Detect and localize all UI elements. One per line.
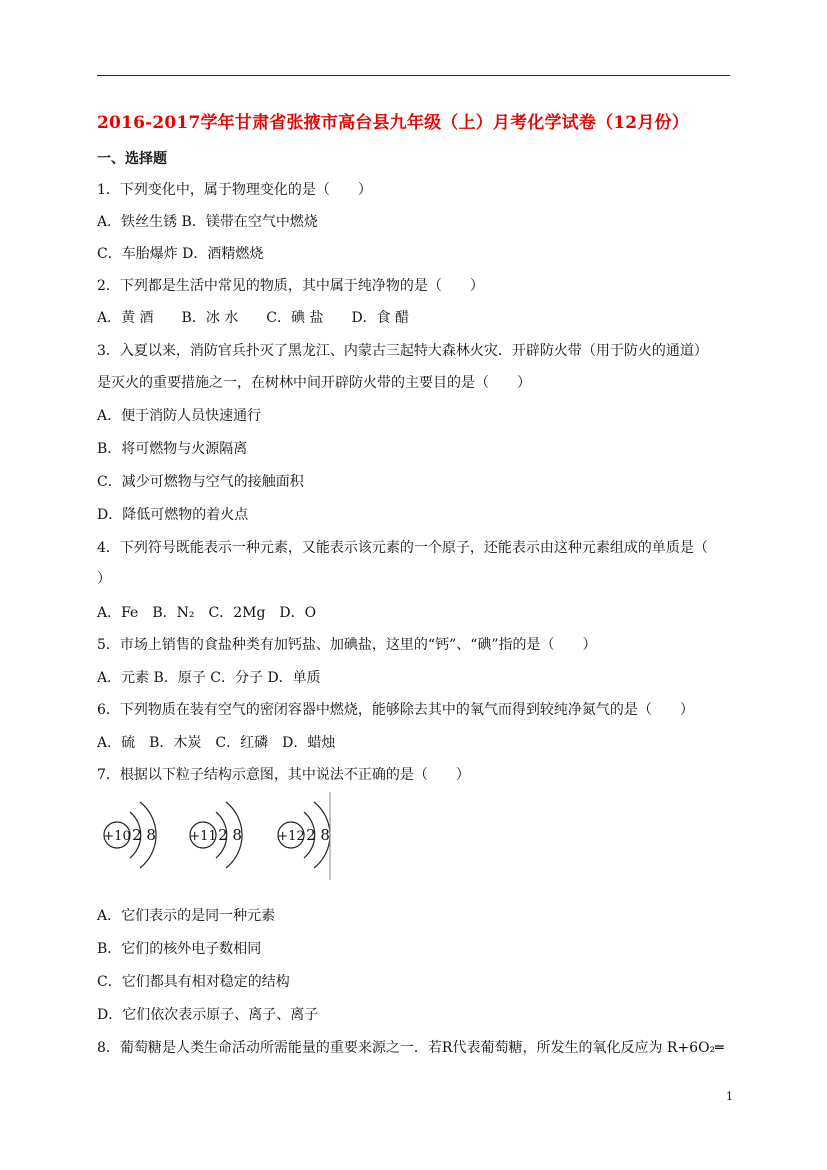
text-line: A．黄 酒 B．冰 水 C．碘 盐 D．食 醋 [97, 310, 410, 326]
shell-electrons: 2 8 [132, 826, 156, 844]
text-line: A．铁丝生锈 B．镁带在空气中燃烧 [97, 214, 318, 230]
text-line: 是灭火的重要措施之一，在树林中间开辟防火带的主要目的是（ ） [97, 375, 531, 391]
text-line: 2．下列都是生活中常见的物质，其中属于纯净物的是（ ） [97, 278, 484, 294]
text-line: 6．下列物质在装有空气的密闭容器中燃烧，能够除去其中的氧气而得到较纯净氮气的是（ ） [97, 702, 694, 718]
atom-diagram-1 [103, 802, 156, 868]
text-line: C．它们都具有相对稳定的结构 [97, 974, 290, 990]
shell-electrons: 2 8 [218, 826, 242, 844]
atom-diagram-2 [189, 802, 242, 868]
page-title: 2016-2017学年甘肃省张掖市高台县九年级（上）月考化学试卷（12月份） [97, 113, 689, 133]
text-line: A．它们表示的是同一种元素 [97, 908, 276, 924]
particle-structure-diagram [97, 790, 337, 882]
text-line: 5．市场上销售的食盐种类有加钙盐、加碘盐，这里的“钙”、“碘”指的是（ ） [97, 637, 597, 653]
section-heading: 一、选择题 [97, 151, 167, 167]
text-line: C．减少可燃物与空气的接触面积 [97, 474, 304, 490]
page-number: 1 [726, 1090, 733, 1103]
nucleus-charge: +12 [277, 829, 305, 844]
text-line: 1．下列变化中，属于物理变化的是（ ） [97, 182, 372, 198]
text-line: A．便于消防人员快速通行 [97, 408, 262, 424]
text-line: A．Fe B．N₂ C．2Mg D．O [97, 605, 317, 621]
text-line: C．车胎爆炸 D．酒精燃烧 [97, 246, 264, 262]
text-line: D．它们依次表示原子、离子、离子 [97, 1007, 319, 1023]
nucleus-charge: +10 [103, 829, 131, 844]
header-rule [97, 75, 730, 76]
text-line: 8．葡萄糖是人类生命活动所需能量的重要来源之一．若R代表葡萄糖，所发生的氧化反应为 R+6O₂═ [97, 1040, 724, 1056]
atom-diagram-3 [277, 802, 330, 868]
text-line: D．降低可燃物的着火点 [97, 507, 249, 523]
shell-electrons: 2 8 [306, 826, 330, 844]
text-line: 4．下列符号既能表示一种元素，又能表示该元素的一个原子，还能表示由这种元素组成的单质是（ [97, 540, 708, 556]
text-line: B．将可燃物与火源隔离 [97, 441, 248, 457]
text-line: A．硫 B．木炭 C．红磷 D．蜡烛 [97, 735, 336, 751]
text-line: 7．根据以下粒子结构示意图，其中说法不正确的是（ ） [97, 767, 470, 783]
text-line: A．元素 B．原子 C．分子 D．单质 [97, 670, 321, 686]
text-line: ） [97, 571, 111, 587]
text-line: 3．入夏以来，消防官兵扑灭了黑龙江、内蒙古三起特大森林火灾．开辟防火带（用于防火的通道） [97, 343, 708, 359]
nucleus-charge: +11 [189, 829, 217, 844]
text-line: B．它们的核外电子数相同 [97, 941, 262, 957]
